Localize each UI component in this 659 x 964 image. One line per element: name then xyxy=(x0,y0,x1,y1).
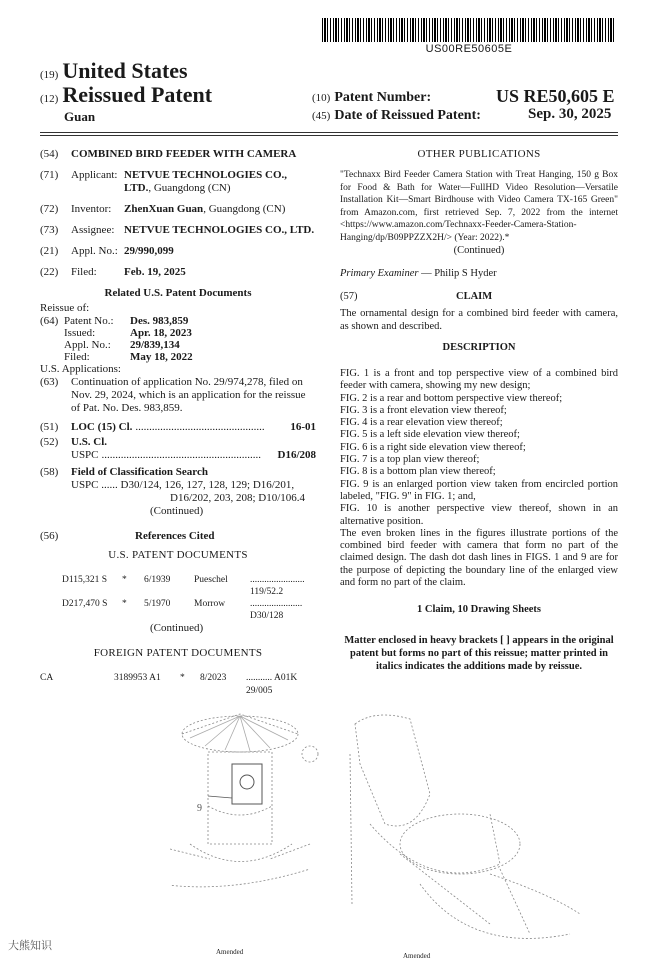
continuation-row: (63) Continuation of application No. 29/974,278, filed on Nov. 29, 2024, which is an application for the reissue of Pat. No. Des. 983,859. xyxy=(40,376,316,415)
reissue-of-label: Reissue of: xyxy=(40,302,90,314)
us-ref-star: * xyxy=(122,575,127,585)
amended-label-2: Amended xyxy=(403,952,431,960)
patent-number: US RE50,605 E xyxy=(496,86,615,106)
reissue-date-label: (45) Date of Reissued Patent: xyxy=(312,108,481,123)
us-ref-name: Pueschel xyxy=(194,575,228,585)
reissue-block: (64) Patent No.: Des. 983,859 Issued: Apr. 18, 2023 Appl. No.: 29/839,134 Filed: May 18, 2022 xyxy=(40,315,193,363)
applicant-name: NETVUE TECHNOLOGIES CO., LTD. xyxy=(124,169,288,194)
us-ref-star: * xyxy=(122,599,127,609)
description-line: FIG. 1 is a front and top perspective view of a combined bird feeder with camera, showing my new design; xyxy=(340,368,618,392)
inventor-short: Guan xyxy=(64,109,96,124)
other-pubs-continued: (Continued) xyxy=(453,245,505,256)
assignee-row: (73) Assignee: NETVUE TECHNOLOGIES CO., LTD. xyxy=(40,224,315,236)
examiner-row: Primary Examiner — Philip S Hyder xyxy=(340,268,497,279)
foreign-docs-heading: FOREIGN PATENT DOCUMENTS xyxy=(93,647,263,659)
description-line: FIG. 10 is another perspective view thereof, shown in an alternative position. xyxy=(340,503,618,527)
us-refs-table xyxy=(62,574,316,622)
us-ref-name: Morrow xyxy=(194,599,226,609)
patent-title: COMBINED BIRD FEEDER WITH CAMERA xyxy=(71,148,297,160)
continued-label: (Continued) xyxy=(150,505,204,517)
claim-heading-row: (57) CLAIM xyxy=(340,291,493,302)
field-search-text-1: USPC ...... D30/124, 126, 127, 128, 129; D16/201, xyxy=(71,479,295,491)
feeder-left-figure xyxy=(170,714,318,887)
us-ref-date: 5/1970 xyxy=(144,599,171,609)
related-docs-heading: Related U.S. Patent Documents xyxy=(104,287,252,299)
us-ref-num: D115,321 S xyxy=(62,575,108,585)
description-line: FIG. 7 is a top plan view thereof; xyxy=(340,454,480,466)
us-ref-cls: ....................... 119/52.2 xyxy=(250,575,305,597)
claims-count: 1 Claim, 10 Drawing Sheets xyxy=(417,604,541,616)
description-line: FIG. 4 is a rear elevation view thereof; xyxy=(340,417,503,429)
filed-date: Feb. 19, 2025 xyxy=(124,266,186,278)
header-divider-2 xyxy=(40,135,618,136)
description-heading: DESCRIPTION xyxy=(442,342,516,353)
description-line: The even broken lines in the figures illustrate portions of the combined bird feeder with camera that form no part of the claimed design. The dash dot dash lines in FIGS. 1 and 9 are for the purpose of depicting the boundary line of the enlarged view and form no part of the claim. xyxy=(340,527,618,589)
description-line: FIG. 8 is a bottom plan view thereof; xyxy=(340,466,496,478)
other-pubs-heading: OTHER PUBLICATIONS xyxy=(417,148,541,160)
doc-type-heading: (12) Reissued Patent xyxy=(40,82,213,107)
country-heading: (19) United States xyxy=(40,58,188,83)
design-drawing xyxy=(170,694,630,964)
applicant-row: (71) Applicant: NETVUE TECHNOLOGIES CO., LTD., Guangdong (CN) xyxy=(40,169,288,194)
us-docs-heading: U.S. PATENT DOCUMENTS xyxy=(108,549,248,561)
feeder-right-figure xyxy=(350,715,580,938)
left-column xyxy=(40,148,316,698)
header-divider xyxy=(40,132,618,133)
reissue-date: Sep. 30, 2025 xyxy=(528,106,612,122)
patent-number-label: (10) Patent Number: xyxy=(312,90,432,105)
assignee-name: NETVUE TECHNOLOGIES CO., LTD. xyxy=(124,224,315,236)
continuation-text: Continuation of application No. 29/974,278, filed on Nov. 29, 2024, which is an application for the reissue of Pat. No. Des. 983,859. xyxy=(71,376,306,414)
inventor-name: ZhenXuan Guan xyxy=(124,203,204,215)
claim-text: The ornamental design for a combined bird feeder with camera, as shown and described. xyxy=(340,308,618,332)
field-search-row: (58) Field of Classification Search xyxy=(40,466,208,478)
title-row: (54) COMBINED BIRD FEEDER WITH CAMERA xyxy=(40,148,297,160)
loc-row: (51) LOC (15) Cl. ............................................... 16-01 xyxy=(40,421,316,433)
other-pubs-text: "Technaxx Bird Feeder Camera Station with Treat Hanging, 150 g Box for Food & Bath for Water—FullHD Video Resolution—Versatile Installation Kit—Smart Birdhouse with Video Camera TX-165 Green" from Amazon.com, first retrieved Sep. 7, 2022 from the internet <https://www.amazon.com/Technaxx-Feeder-Camera-Station-Hanging/dp/B09PPZZX2H/> (Year: 2022).* xyxy=(340,170,618,243)
description-line: FIG. 9 is an enlarged portion view taken from encircled portion labeled, "FIG. 9" in FIG. 1; and, xyxy=(340,478,618,502)
us-ref-date: 6/1939 xyxy=(144,575,171,585)
appl-number: 29/990,099 xyxy=(124,245,174,257)
description-body xyxy=(340,368,618,589)
uscl-row: (52) U.S. Cl. xyxy=(40,436,108,448)
drawing-label-9: 9 xyxy=(197,803,202,814)
us-ref-num: D217,470 S xyxy=(62,599,108,609)
inventor-row: (72) Inventor: ZhenXuan Guan, Guangdong (CN) xyxy=(40,203,286,215)
appl-row: (21) Appl. No.: 29/990,099 xyxy=(40,245,174,257)
description-line: FIG. 2 is a rear and bottom perspective view thereof; xyxy=(340,392,563,404)
barcode xyxy=(322,18,616,42)
us-applications-label: U.S. Applications: xyxy=(40,363,121,375)
barcode-number: US00RE50605E xyxy=(425,43,513,55)
reissue-notice: Matter enclosed in heavy brackets [ ] appears in the original patent but forms no part of this reissue; matter printed in italics indicates the additions made by reissue. xyxy=(344,635,614,673)
references-heading: References Cited xyxy=(135,530,215,542)
us-ref-cls: ...................... D30/128 xyxy=(250,599,303,621)
description-line: FIG. 3 is a front elevation view thereof; xyxy=(340,404,507,416)
watermark: 大熊知识 xyxy=(8,940,52,952)
continued-label-2: (Continued) xyxy=(150,622,204,634)
refs-heading-row: (56) References Cited xyxy=(40,530,215,542)
filed-row: (22) Filed: Feb. 19, 2025 xyxy=(40,266,186,278)
description-line: FIG. 5 is a left side elevation view thereof; xyxy=(340,429,520,441)
description-line: FIG. 6 is a right side elevation view thereof; xyxy=(340,441,526,453)
field-search-text-2: D16/202, 203, 208; D10/106.4 xyxy=(170,492,306,504)
foreign-ref-row: CA 3189953 A1 * 8/2023 ........... A01K 29/005 xyxy=(40,673,298,696)
amended-label-1: Amended xyxy=(216,948,244,956)
right-column xyxy=(340,148,618,673)
uspc-row: USPC .......................................................... D16/208 xyxy=(71,449,316,461)
claim-heading: CLAIM xyxy=(456,291,493,302)
